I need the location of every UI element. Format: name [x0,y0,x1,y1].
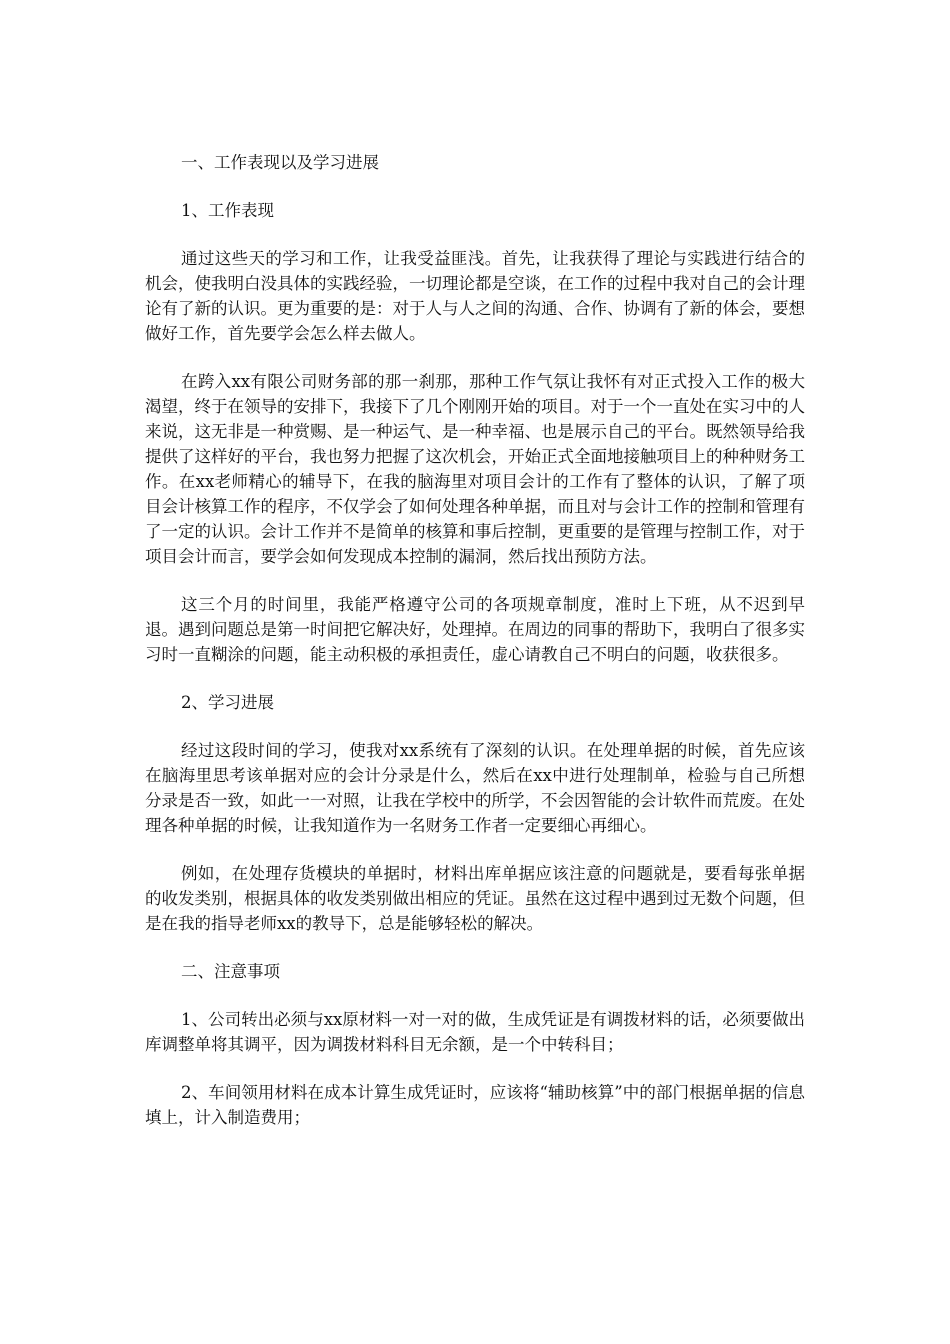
paragraph-inventory-example: 例如，在处理存货模块的单据时，材料出库单据应该注意的问题就是，要看每张单据的收发类别，根据具体的收发类别做出相应的凭证。虽然在这过程中遇到过无数个问题，但是在我的指导老师xx的教导下，总是能够轻松的解决。 [145,864,805,933]
paragraph-note-2: 2、车间领用材料在成本计算生成凭证时，应该将“辅助核算”中的部门根据单据的信息填上，计入制造费用； [145,1083,805,1127]
paragraph-three-months: 这三个月的时间里，我能严格遵守公司的各项规章制度，准时上下班，从不迟到早退。遇到问题总是第一时间把它解决好，处理掉。在周边的同事的帮助下，我明白了很多实习时一直糊涂的问题，能主动积极的承担责任，虚心请教自己不明白的问题，收获很多。 [145,595,805,664]
paragraph-system-understanding: 经过这段时间的学习，使我对xx系统有了深刻的认识。在处理单据的时候，首先应该在脑海里思考该单据对应的会计分录是什么，然后在xx中进行处理制单，检验与自己所想分录是否一致，如此一一对照，让我在学校中的所学，不会因智能的会计软件而荒废。在处理各种单据的时候，让我知道作为一名财务工作者一定要细心再细心。 [145,741,805,835]
subheading-work-performance: 1、工作表现 [181,201,274,220]
paragraph-learning-benefits: 通过这些天的学习和工作，让我受益匪浅。首先，让我获得了理论与实践进行结合的机会，使我明白没具体的实践经验，一切理论都是空谈，在工作的过程中我对自己的会计理论有了新的认识。更为重要的是：对于人与人之间的沟通、合作、协调有了新的体会，要想做好工作，首先要学会怎么样去做人。 [145,249,805,343]
section-heading-work-performance: 一、工作表现以及学习进展 [181,153,379,172]
document-body [145,150,805,1153]
paragraph-finance-department: 在跨入xx有限公司财务部的那一刹那，那种工作气氛让我怀有对正式投入工作的极大渴望，终于在领导的安排下，我接下了几个刚刚开始的项目。对于一个一直处在实习中的人来说，这无非是一种赏赐、是一种运气、是一种幸福、也是展示自己的平台。既然领导给我提供了这样好的平台，我也努力把握了这次机会，开始正式全面地接触项目上的种种财务工作。在xx老师精心的辅导下，在我的脑海里对项目会计的工作有了整体的认识，了解了项目会计核算工作的程序，不仅学会了如何处理各种单据，而且对与会计工作的控制和管理有了一定的认识。会计工作并不是简单的核算和事后控制，更重要的是管理与控制工作，对于项目会计而言，要学会如何发现成本控制的漏洞，然后找出预防方法。 [145,372,805,566]
paragraph-note-1: 1、公司转出必须与xx原材料一对一对的做，生成凭证是有调拨材料的话，必须要做出库调整单将其调平，因为调拨材料科目无余额，是一个中转科目； [145,1010,805,1054]
subheading-learning-progress: 2、学习进展 [181,693,274,712]
section-heading-notes: 二、注意事项 [181,962,280,981]
